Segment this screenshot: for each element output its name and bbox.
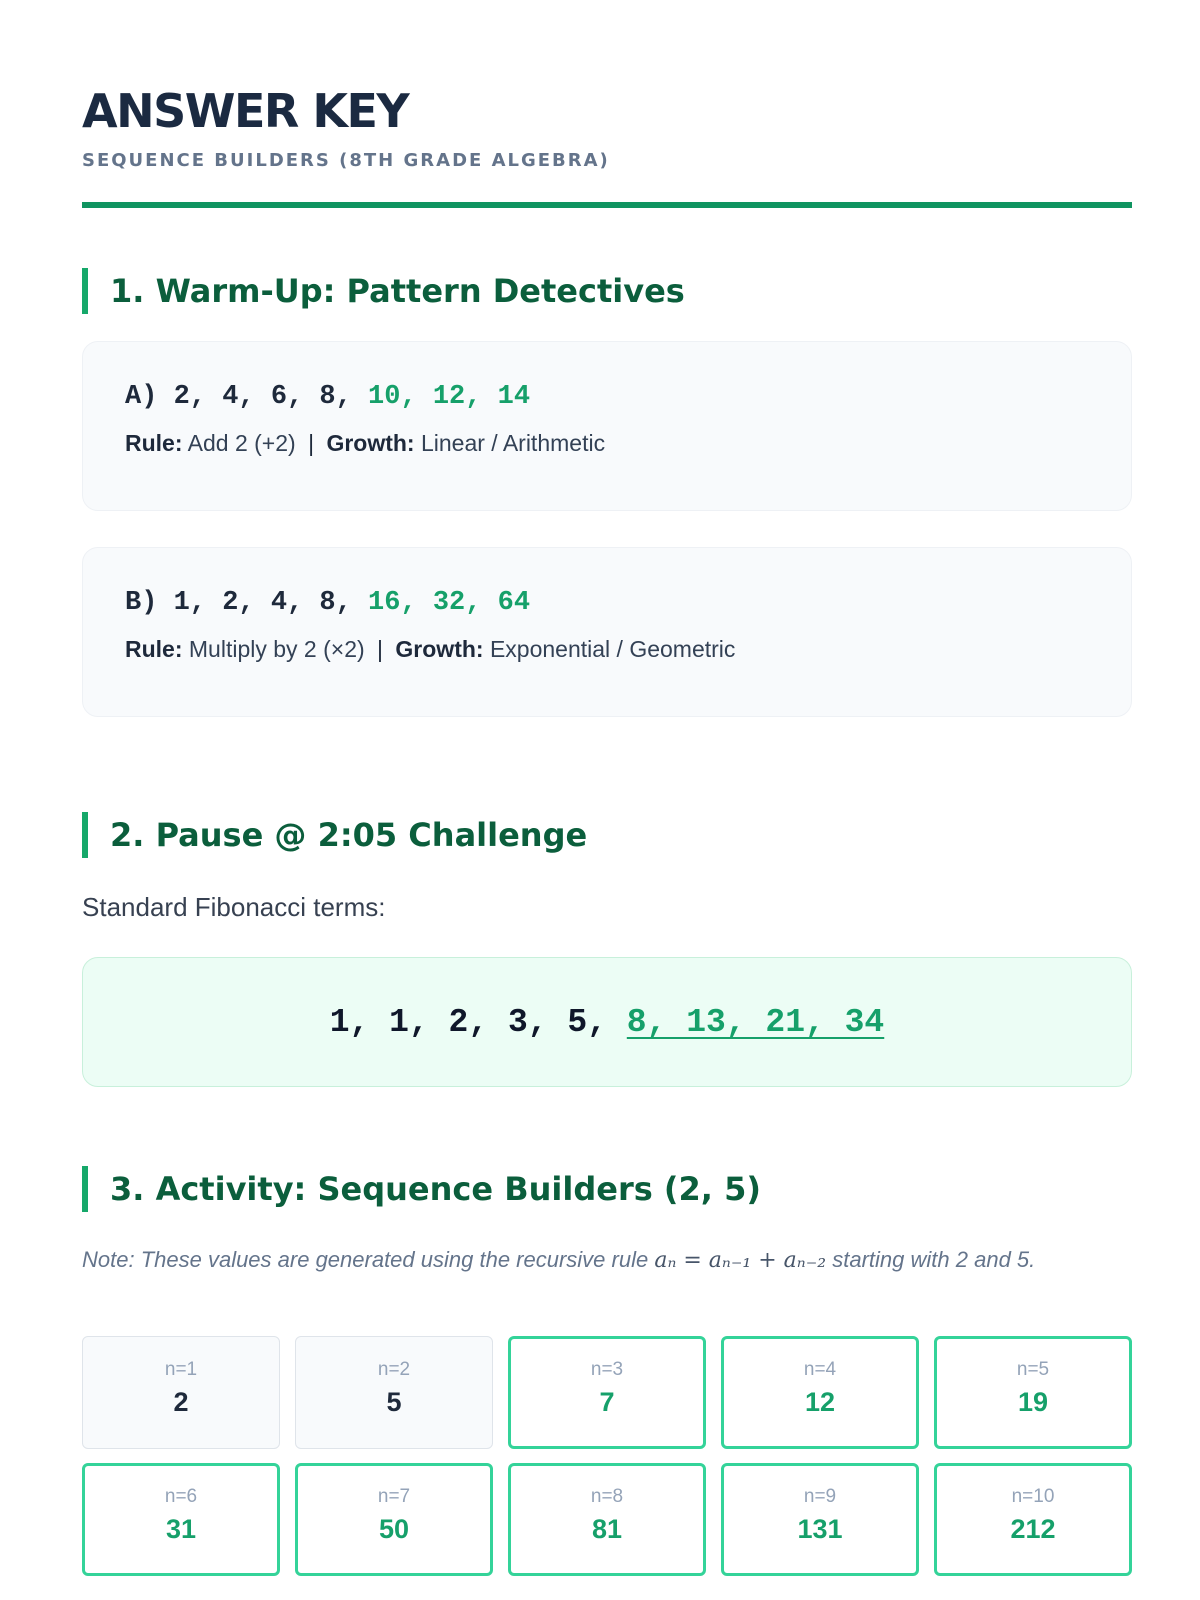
term-index: n=4 [803,1359,837,1380]
term-cell-6 [82,1463,280,1576]
term-value: 12 [804,1387,836,1417]
term-value: 5 [386,1387,402,1417]
term-value: 50 [378,1514,410,1544]
term-value: 7 [599,1387,615,1417]
rule-line-b [125,636,1089,663]
term-index: n=1 [164,1359,198,1380]
term-index: n=6 [164,1486,198,1507]
rule-label: Rule: [125,430,183,456]
sequence-a-answers: 10, 12, 14 [368,382,531,412]
fibonacci-given: 1, 1, 2, 3, 5, [329,1003,627,1041]
term-value: 212 [1010,1514,1056,1544]
sequence-b [125,588,1089,618]
section-1-heading: 1. Warm-Up: Pattern Detectives [82,268,685,314]
note-text-end: starting with 2 and 5. [826,1247,1036,1272]
term-cell-7 [295,1463,493,1576]
term-value: 2 [173,1387,189,1417]
sequence-b-answers: 16, 32, 64 [368,588,531,618]
section-2-heading: 2. Pause @ 2:05 Challenge [82,812,587,858]
sequence-b-prefix: B) [125,588,174,618]
separator: | [377,636,384,662]
note-text-start: Note: These values are generated using the recursive rule [82,1247,655,1272]
term-cell-8 [508,1463,706,1576]
problem-card-b [82,547,1132,717]
term-value: 31 [165,1514,197,1544]
growth-text: Linear / Arithmetic [420,430,606,456]
fibonacci-box [82,957,1132,1087]
growth-label: Growth: [326,430,415,456]
section-3-heading: 3. Activity: Sequence Builders (2, 5) [82,1166,761,1212]
page-subtitle: SEQUENCE BUILDERS (8TH GRADE ALGEBRA) [82,150,610,171]
page-title: ANSWER KEY [82,84,409,138]
term-index: n=7 [377,1486,411,1507]
rule-label: Rule: [125,636,183,662]
term-value: 81 [591,1514,623,1544]
sequence-a [125,382,1089,412]
term-index: n=2 [377,1359,411,1380]
rule-text: Add 2 (+2) [187,430,296,456]
recursive-formula: aₙ = aₙ₋₁ + aₙ₋₂ [654,1248,827,1273]
term-cell-5 [934,1336,1132,1449]
term-index: n=9 [803,1486,837,1507]
term-value: 19 [1017,1387,1049,1417]
term-index: n=5 [1016,1359,1050,1380]
separator: | [308,430,315,456]
term-cell-2 [295,1336,493,1449]
term-index: n=10 [1011,1486,1055,1507]
growth-text: Exponential / Geometric [489,636,736,662]
sequence-b-given: 1, 2, 4, 8, [173,588,369,618]
sequence-a-prefix: A) [125,382,174,412]
problem-card-a [82,341,1132,511]
term-index: n=8 [590,1486,624,1507]
fibonacci-intro: Standard Fibonacci terms: [82,892,386,922]
rule-line-a [125,430,1089,457]
term-index: n=3 [590,1359,624,1380]
term-grid [82,1336,1132,1576]
term-cell-3 [508,1336,706,1449]
term-cell-1 [82,1336,280,1449]
sequence-a-given: 2, 4, 6, 8, [173,382,369,412]
header-divider [82,202,1132,208]
term-cell-4 [721,1336,919,1449]
term-cell-10 [934,1463,1132,1576]
recursive-rule-note [82,1244,1132,1277]
fibonacci-answers: 8, 13, 21, 34 [626,1003,885,1041]
term-cell-9 [721,1463,919,1576]
term-value: 131 [797,1514,843,1544]
rule-text: Multiply by 2 (×2) [188,636,365,662]
growth-label: Growth: [395,636,484,662]
